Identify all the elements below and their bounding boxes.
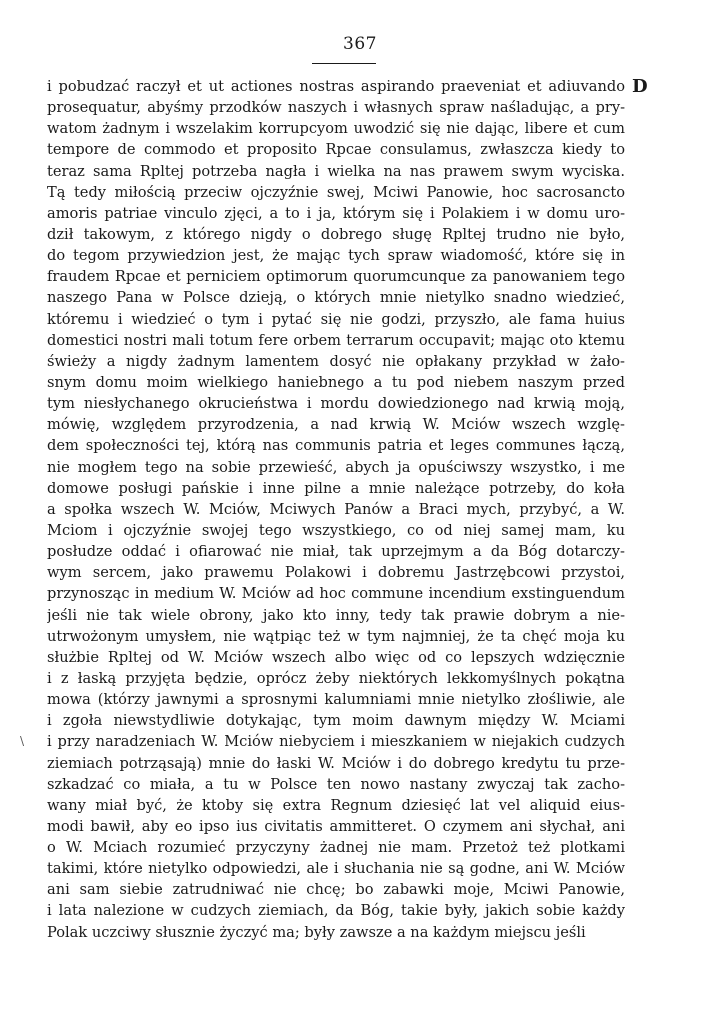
text-line: Polak uczciwy słusznie życzyć ma; były zawsze a na każdym miejscu jeśli bbox=[47, 923, 586, 941]
text-line: modi bawił, aby eo ipso ius civitatis ammitteret. O czymem ani słychał, ani bbox=[47, 817, 625, 835]
text-line: któremu i wiedzieć o tym i pytać się nie godzi, przyszło, ale fama huius bbox=[47, 310, 625, 328]
text-line: służbie Rpltej od W. Mciów wszech albo więc od co lepszych wdzięcznie bbox=[47, 648, 625, 666]
page-number-underline bbox=[312, 63, 376, 64]
text-line: watom żadnym i wszelakim korrupcyom uwodzić się nie dając, libere et cum bbox=[47, 120, 625, 138]
margin-mark: \ bbox=[20, 734, 25, 748]
text-line: mowa (którzy jawnymi a sprosnymi kalumniami mnie nietylko złośliwie, ale bbox=[47, 691, 625, 709]
text-line: szkadzać co miała, a tu w Polsce ten nowo nastany zwyczaj tak zacho- bbox=[47, 775, 625, 793]
text-line: tym niesłychanego okrucieństwa i mordu dowiedzionego nad krwią moją, bbox=[47, 395, 625, 413]
text-line: mówię, względem przyrodzenia, a nad krwią W. Mciów wszech wzglę- bbox=[47, 416, 625, 434]
text-line: wym sercem, jako prawemu Polakowi i dobremu Jastrzębcowi przystoi, bbox=[47, 564, 625, 582]
text-line: prosequatur, abyśmy przodków naszych i własnych spraw naśladując, a pry- bbox=[47, 99, 625, 117]
text-line: i zgoła niewstydliwie dotykając, tym moim dawnym między W. Mciami bbox=[47, 712, 625, 730]
text-line: dził takowym, z którego nigdy o dobrego sługę Rpltej trudno nie było, bbox=[47, 225, 625, 243]
text-line: Mciom i ojczyźnie swojej tego wszystkiego, co od niej samej mam, ku bbox=[47, 521, 625, 539]
text-line: o W. Mciach rozumieć przyczyny żadnej nie mam. Przetoż też plotkami bbox=[47, 839, 625, 857]
text-line: domowe posługi pańskie i inne pilne a mnie należące potrzeby, do koła bbox=[47, 479, 625, 497]
text-line: fraudem Rpcae et perniciem optimorum quorumcunque za panowaniem tego bbox=[47, 268, 625, 286]
text-line: utrwożonym umysłem, nie wątpiąc też w tym najmniej, że ta chęć moja ku bbox=[47, 627, 625, 645]
text-line: do tegom przywiedzion jest, że mając tych spraw wiadomość, które się in bbox=[47, 247, 625, 265]
text-line: posłudze oddać i ofiarować nie miał, tak uprzejmym a da Bóg dotarczy- bbox=[47, 543, 625, 561]
text-line: domestici nostri mali totum fere orbem terrarum occupavit; mając oto ktemu bbox=[47, 331, 625, 349]
page-number: 367 bbox=[343, 34, 377, 54]
text-line: i z łaską przyjęta będzie, oprócz żeby niektórych lekkomyślnych pokątna bbox=[47, 669, 625, 687]
text-line: i pobudzać raczył et ut actiones nostras aspirando praeveniat et adiuvando bbox=[47, 78, 625, 95]
margin-letter: D bbox=[632, 76, 648, 97]
text-line: a społka wszech W. Mciów, Mciwych Panów a Braci mych, przybyć, a W. bbox=[47, 500, 625, 518]
text-line: świeży a nigdy żadnym lamentem dosyć nie opłakany przykład w żało- bbox=[47, 352, 625, 370]
text-line: naszego Pana w Polsce dzieją, o których mnie nietylko snadno wiedzieć, bbox=[47, 289, 625, 307]
text-line: przynosząc in medium W. Mciów ad hoc commune incendium exstinguendum bbox=[47, 585, 625, 603]
text-line: tempore de commodo et proposito Rpcae consulamus, zwłaszcza kiedy to bbox=[47, 141, 625, 159]
text-line: teraz sama Rpltej potrzeba nagła i wielka na nas prawem swym wyciska. bbox=[47, 162, 625, 180]
text-line: wany miał być, że ktoby się extra Regnum dziesięć lat vel aliquid eius- bbox=[47, 796, 625, 814]
text-line: ziemiach potrząsają) mnie do łaski W. Mciów i do dobrego kredytu tu prze- bbox=[47, 754, 625, 772]
text-line: jeśli nie tak wiele obrony, jako kto inny, tedy tak prawie dobrym a nie- bbox=[47, 606, 625, 624]
text-line: nie mogłem tego na sobie przewieść, abych ja opuściwszy wszystko, i me bbox=[47, 458, 625, 476]
body-text bbox=[47, 76, 625, 943]
text-line: i lata nalezione w cudzych ziemiach, da Bóg, takie były, jakich sobie każdy bbox=[47, 902, 625, 920]
text-line: dem społeczności tej, którą nas communis patria et leges communes łączą, bbox=[47, 437, 625, 455]
text-line: amoris patriae vinculo zjęci, a to i ja, którym się i Polakiem i w domu uro- bbox=[47, 204, 625, 222]
text-line: i przy naradzeniach W. Mciów niebyciem i mieszkaniem w niejakich cudzych bbox=[47, 733, 625, 751]
text-line: Tą tedy miłością przeciw ojczyźnie swej, Mciwi Panowie, hoc sacrosancto bbox=[47, 183, 625, 201]
text-line: ani sam siebie zatrudniwać nie chcę; bo zabawki moje, Mciwi Panowie, bbox=[47, 881, 625, 899]
text-line: snym domu moim wielkiego haniebnego a tu pod niebem naszym przed bbox=[47, 373, 625, 391]
text-line: takimi, które nietylko odpowiedzi, ale i słuchania nie są godne, ani W. Mciów bbox=[47, 860, 625, 878]
